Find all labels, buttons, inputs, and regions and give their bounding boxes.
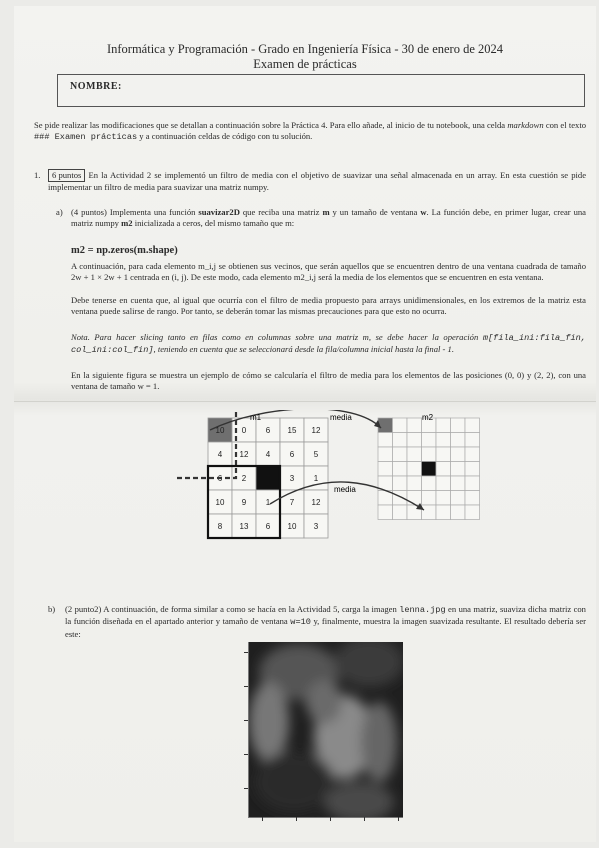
m1-cell	[256, 466, 280, 490]
qa-note	[71, 332, 586, 357]
qa-function-name: suavizar2D	[198, 207, 240, 217]
q1-text: En la Actividad 2 se implementó un filtro de media con el objetivo de suavizar una señal almacenada en un array. En esta cuestión se pide implementar un filtro de media para suavizar una matriz numpy.	[48, 170, 587, 192]
m2-cell	[436, 476, 451, 491]
axis-tick	[330, 817, 331, 821]
m2-cell	[378, 462, 393, 477]
m1-cell-value: 8	[217, 522, 223, 531]
qb-filename: lenna.jpg	[399, 605, 446, 615]
m2-cell	[465, 476, 480, 491]
m1-cell-value: 6	[289, 450, 295, 459]
qb-paragraph	[65, 604, 586, 640]
intro-text-3: y a continuación celdas de código con tu solución.	[137, 131, 313, 142]
m2-cell	[465, 418, 480, 433]
qa-note-text-1: Nota. Para hacer slicing tanto en filas como en columnas sobre una matriz m, se debe hacer la operación	[71, 332, 483, 342]
qb-label: b)	[48, 604, 56, 614]
m2-cell	[422, 505, 437, 520]
m2-cell	[378, 418, 393, 433]
m2-cell	[422, 447, 437, 462]
qa-var-m2: m2	[121, 218, 133, 229]
m2-cell	[378, 447, 393, 462]
axis-tick	[364, 817, 365, 821]
axis-tick	[244, 686, 248, 687]
intro-code: ### Examen prácticas	[34, 132, 138, 143]
m2-cell	[393, 491, 408, 506]
m2-cell	[465, 447, 480, 462]
m2-cell	[422, 433, 437, 448]
m2-cell	[465, 491, 480, 506]
media-label-2: media	[334, 485, 356, 494]
axis-tick	[296, 817, 297, 821]
m2-cell	[451, 462, 466, 477]
m2-cell	[465, 433, 480, 448]
m2-cell	[436, 433, 451, 448]
m1-cell-value: 2	[241, 474, 247, 483]
m2-cell	[393, 433, 408, 448]
m2-cell	[436, 418, 451, 433]
exam-sheet	[14, 6, 596, 842]
m1-cell-value: 4	[217, 450, 223, 459]
m1-cell-value: 7	[289, 498, 295, 507]
qb-text-3: y, finalmente, muestra la imagen suavizada resultante. El resultado debería ser este:	[65, 616, 586, 639]
m2-cell	[407, 462, 422, 477]
m1-cell-value: 12	[311, 426, 321, 435]
exam-subtitle: Examen de prácticas	[253, 57, 357, 71]
m2-cell	[436, 491, 451, 506]
m1-cell-value: 1	[265, 498, 271, 507]
intro-text-1: Se pide realizar las modificaciones que se detallan a continuación sobre la Práctica 4. Para ello añade, al inicio de tu notebook, una celda	[34, 120, 508, 130]
m2-cell	[465, 462, 480, 477]
m2-cell	[407, 447, 422, 462]
m2-cell	[393, 505, 408, 520]
m2-cell	[451, 491, 466, 506]
intro-markdown: markdown	[507, 120, 544, 130]
qa-paragraph-4: En la siguiente figura se muestra un ejemplo de cómo se calcularía el filtro de media para los elementos de las posiciones (0, 0) y (2, 2), con una ventana de tamaño w = 1.	[71, 370, 586, 392]
blurred-image-graphic	[249, 642, 403, 817]
m1-cell-value: 15	[287, 426, 297, 435]
m2-cell	[393, 418, 408, 433]
qa-text-1: (4 puntos) Implementa una función	[71, 207, 199, 217]
m1-cell-value: 4	[265, 450, 271, 459]
qb-text-1: (2 punto2) A continuación, de forma similar a como se hacía en la Actividad 5, carga la imagen	[65, 604, 400, 614]
m2-cell	[451, 505, 466, 520]
axis-tick	[244, 754, 248, 755]
m2-cell	[436, 447, 451, 462]
m2-cell	[422, 476, 437, 491]
m1-cell-value: 12	[311, 498, 321, 507]
qb-window-size: w=10	[290, 617, 311, 628]
m2-cell	[436, 505, 451, 520]
m1-cell-value: 9	[241, 498, 247, 507]
m1-cell-value: 6	[265, 522, 271, 531]
m2-cell	[407, 418, 422, 433]
m1-cell-value: 13	[239, 522, 249, 531]
m2-cell	[436, 462, 451, 477]
axis-tick	[398, 817, 399, 821]
m1-cell-value: 10	[287, 522, 297, 531]
m1-cell-value: 10	[215, 498, 225, 507]
qa-paragraph-3: Debe tenerse en cuenta que, al igual que ocurría con el filtro de media propuesto para arrays unidimensionales, en los extremos de la matriz esta ventana puede salirse de rango. Por tanto, se deberán tomar las mismas precauciones para que esto no ocurra.	[71, 295, 586, 317]
axis-tick	[244, 652, 248, 653]
qa-text-4: . La función debe, en primer lugar, crear una matriz numpy	[71, 207, 586, 229]
qa-paragraph-1	[71, 207, 586, 230]
q1-number: 1.	[34, 170, 41, 180]
q1-paragraph	[48, 169, 586, 193]
qa-formula: m2 = np.zeros(m.shape)	[71, 245, 178, 256]
qa-note-text-2: , teniendo en cuenta que se seleccionará desde la fila/columna inicial hasta la final - 1.	[153, 344, 454, 355]
qa-text-5: inicializada a ceros, del mismo tamaño que m:	[132, 218, 295, 229]
media-label-1: media	[330, 413, 352, 422]
m2-matrix	[378, 418, 480, 520]
m1-cell-value: 3	[289, 474, 295, 483]
m2-cell	[465, 505, 480, 520]
m2-label: m2	[422, 413, 434, 422]
qa-text-2: que reciba una matriz	[239, 207, 323, 217]
name-label: NOMBRE:	[70, 81, 122, 92]
m2-cell	[407, 433, 422, 448]
m2-cell	[451, 433, 466, 448]
m1-cell-value: 5	[313, 450, 319, 459]
m1-cell-value: 0	[241, 426, 247, 435]
qa-paragraph-2: A continuación, para cada elemento m_i,j se obtienen sus vecinos, que serán aquellos que se encuentren dentro de una ventana cuadrada de tamaño 2w + 1 × 2w + 1 centrada en (i, j). De este modo, cada elemento m2_i,j será la media de los elementos que se encuentren en esta ventana.	[71, 261, 586, 283]
m2-cell	[393, 447, 408, 462]
q1-points: 6 puntos	[48, 169, 85, 182]
m1-cell-value: 3	[313, 522, 319, 531]
axis-tick	[244, 720, 248, 721]
exam-title: Informática y Programación - Grado en Ingeniería Física - 30 de enero de 2024	[106, 42, 504, 56]
qb-text-2: en una matriz, suaviza dicha matriz con la función diseñada en el apartado anterior y tamaño de ventana	[65, 604, 586, 627]
paper-fold	[14, 401, 596, 402]
m2-cell	[393, 476, 408, 491]
m2-cell	[393, 462, 408, 477]
mean-filter-figure	[174, 410, 494, 582]
intro-text-2: con el texto	[543, 120, 586, 130]
m1-cell-value: 12	[239, 450, 249, 459]
axis-tick	[262, 817, 263, 821]
m2-cell	[407, 476, 422, 491]
m2-cell	[378, 505, 393, 520]
intro-paragraph	[34, 120, 586, 144]
m2-cell	[422, 462, 437, 477]
qa-label: a)	[56, 207, 63, 217]
m2-cell	[407, 491, 422, 506]
m1-cell-value: 10	[215, 426, 225, 435]
m2-cell	[422, 491, 437, 506]
m2-cell	[451, 418, 466, 433]
smoothed-lenna-image	[248, 642, 403, 818]
m2-cell	[451, 447, 466, 462]
qa-var-m: m	[322, 207, 330, 217]
axis-tick	[244, 788, 248, 789]
m1-cell-value: 1	[313, 474, 319, 483]
name-box	[57, 74, 585, 107]
qa-text-3: y un tamaño de ventana	[329, 207, 421, 217]
qa-note-code: m[fila_ini:fila_fin, col_ini:col_fin]	[71, 333, 586, 356]
m1-cell-value: 6	[265, 426, 271, 435]
m1-label: m1	[250, 413, 262, 422]
m2-cell	[378, 433, 393, 448]
m2-cell	[451, 476, 466, 491]
qa-var-w: w	[420, 207, 427, 217]
m1-cell-value: 6	[217, 474, 223, 483]
